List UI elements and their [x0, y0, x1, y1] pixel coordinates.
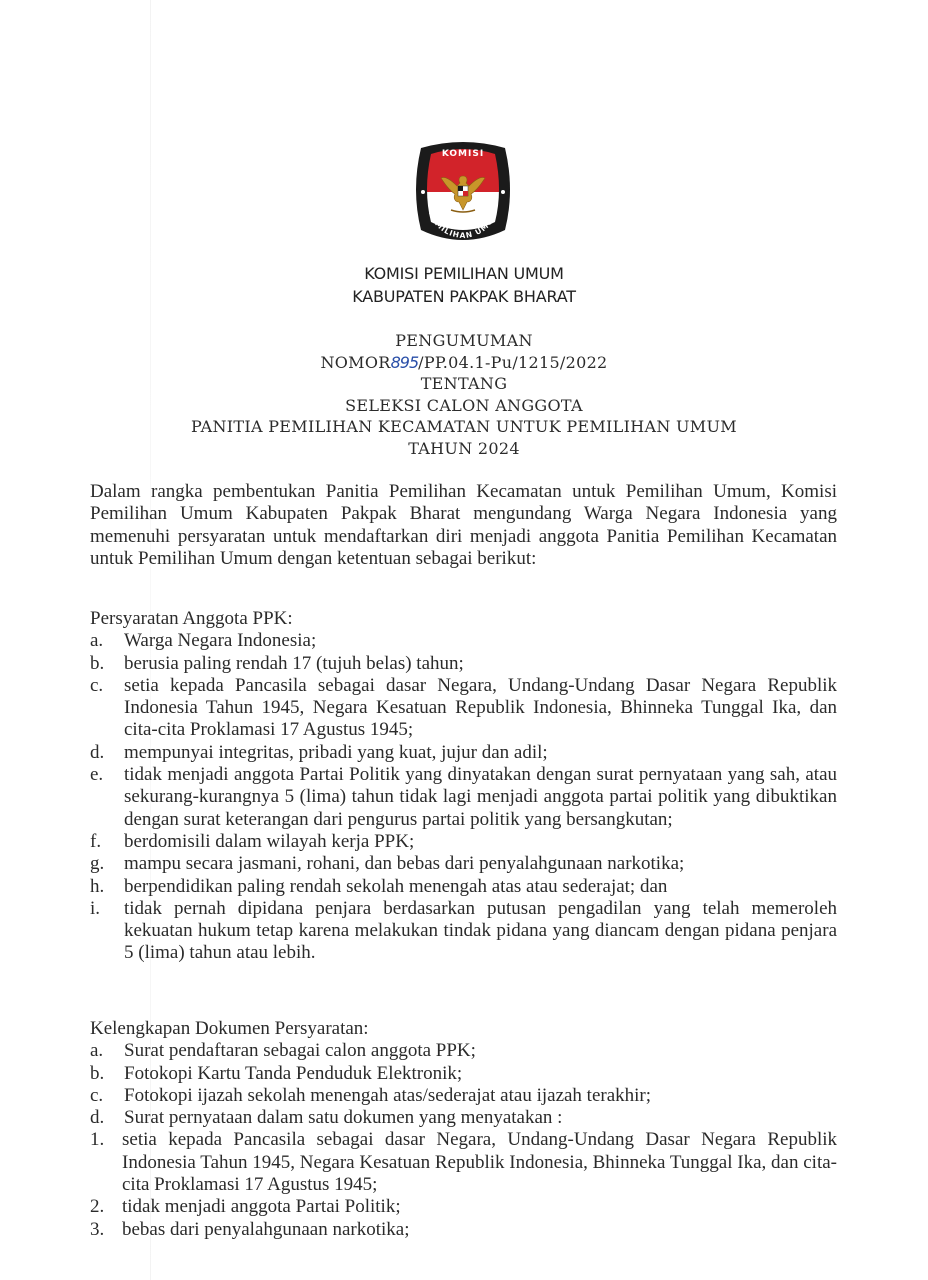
- list-item-text: Warga Negara Indonesia;: [124, 630, 317, 652]
- list-item-text: tidak menjadi anggota Partai Politik yang dinyatakan dengan surat pernyataan yang sah, atau sekurang-kurangnya 5 (lima) tahun tidak lagi menjadi anggota partai politik yang dibuktikan dengan surat keterangan dari pengurus partai politik yang bersangkutan;: [124, 764, 837, 830]
- list-marker: h.: [90, 875, 105, 897]
- list-item-text: Fotokopi Kartu Tanda Penduduk Elektronik;: [124, 1062, 463, 1084]
- list-marker: a.: [90, 1040, 104, 1062]
- requirements-section: [90, 608, 837, 965]
- intro-paragraph: Dalam rangka pembentukan Panitia Pemilihan Kecamatan untuk Pemilihan Umum, Komisi Pemilihan Umum Kabupaten Pakpak Bharat mengundang Warga Negara Indonesia yang memenuhi persyaratan untuk mendaftarkan diri menjadi anggota Panitia Pemilihan Kecamatan untuk Pemilihan Umum dengan ketentuan sebagai berikut:: [90, 481, 837, 569]
- kpu-logo: [413, 140, 513, 244]
- list-marker: 2.: [90, 1196, 105, 1218]
- list-item-text: tidak pernah dipidana penjara berdasarkan putusan pengadilan yang telah memeroleh kekuatan hukum tetap karena melakukan tindak pidana yang diancam dengan pidana penjara 5 (lima) tahun atau lebih.: [124, 897, 837, 964]
- list-item: [90, 1107, 837, 1241]
- list-item: [90, 675, 837, 742]
- list-marker: d.: [90, 741, 105, 763]
- list-item: [90, 898, 837, 965]
- list-marker: b.: [90, 1062, 105, 1084]
- list-item: [90, 1063, 837, 1085]
- documents-section: [90, 1018, 837, 1241]
- list-marker: 3.: [90, 1218, 105, 1240]
- list-marker: c.: [90, 1084, 104, 1106]
- nomor-suffix: /PP.04.1-Pu/1215/2022: [418, 352, 608, 372]
- list-item-text: berdomisili dalam wilayah kerja PPK;: [124, 830, 415, 852]
- tentang-label: TENTANG: [420, 374, 508, 393]
- sub-list-item: [90, 1129, 837, 1196]
- list-item: [90, 742, 837, 764]
- institution-region: KABUPATEN PAKPAK BHARAT: [352, 287, 576, 306]
- sub-list-item: [90, 1196, 837, 1218]
- requirements-list: [90, 630, 837, 964]
- list-item-text: Surat pernyataan dalam satu dokumen yang menyatakan :: [124, 1107, 563, 1129]
- list-item-text: setia kepada Pancasila sebagai dasar Negara, Undang-Undang Dasar Negara Republik Indonesia Tahun 1945, Negara Kesatuan Republik Indonesia, Bhinneka Tunggal Ika, dan cita-cita Proklamasi 17 Agustus 1945;: [124, 674, 837, 741]
- announcement-title-block: [0, 330, 928, 459]
- list-item-text: berusia paling rendah 17 (tujuh belas) tahun;: [124, 652, 464, 674]
- list-marker: a.: [90, 630, 104, 652]
- announcement-heading: PENGUMUMAN: [395, 331, 533, 350]
- subject-line-1: SELEKSI CALON ANGGOTA: [345, 395, 583, 415]
- list-item-text: mampu secara jasmani, rohani, dan bebas dari penyalahgunaan narkotika;: [124, 853, 685, 875]
- nomor-prefix: NOMOR: [320, 352, 391, 372]
- list-item: [90, 653, 837, 675]
- subject-line-2: PANITIA PEMILIHAN KECAMATAN UNTUK PEMILIHAN UMUM: [191, 417, 737, 436]
- list-item: [90, 1085, 837, 1107]
- list-marker: c.: [90, 674, 104, 696]
- list-item: [90, 853, 837, 875]
- list-item: [90, 764, 837, 831]
- list-marker: e.: [90, 764, 104, 786]
- list-item-text: Surat pendaftaran sebagai calon anggota PPK;: [124, 1040, 476, 1062]
- statement-sublist: [90, 1129, 837, 1240]
- list-item: [90, 831, 837, 853]
- documents-heading: Kelengkapan Dokumen Persyaratan:: [90, 1018, 369, 1039]
- list-item-text: bebas dari penyalahgunaan narkotika;: [122, 1218, 410, 1240]
- kpu-emblem-icon: [413, 140, 513, 244]
- subject-year: TAHUN 2024: [408, 438, 520, 458]
- list-item: [90, 876, 837, 898]
- list-item-text: mempunyai integritas, pribadi yang kuat, jujur dan adil;: [124, 741, 548, 763]
- nomor-handwritten: 895: [390, 352, 419, 372]
- list-marker: b.: [90, 652, 105, 674]
- institution-name: KOMISI PEMILIHAN UMUM: [364, 264, 564, 283]
- logo-top-text: KOMISI: [441, 149, 485, 159]
- list-item-text: Fotokopi ijazah sekolah menengah atas/sederajat atau ijazah terakhir;: [124, 1084, 652, 1106]
- announcement-number: [0, 352, 928, 374]
- list-item-text: berpendidikan paling rendah sekolah menengah atas atau sederajat; dan: [124, 875, 668, 897]
- list-item: [90, 1040, 837, 1062]
- list-marker: 1.: [90, 1129, 105, 1151]
- list-item: [90, 630, 837, 652]
- list-marker: d.: [90, 1107, 105, 1129]
- list-marker: f.: [90, 830, 102, 852]
- list-marker: g.: [90, 853, 105, 875]
- documents-list: [90, 1040, 837, 1241]
- list-item-text: setia kepada Pancasila sebagai dasar Negara, Undang-Undang Dasar Negara Republik Indonesia Tahun 1945, Negara Kesatuan Republik Indonesia, Bhinneka Tunggal Ika, dan cita-cita Proklamasi 17 Agustus 1945;: [122, 1129, 837, 1196]
- list-item-text: tidak menjadi anggota Partai Politik;: [122, 1196, 401, 1218]
- sub-list-item: [90, 1219, 837, 1241]
- list-marker: i.: [90, 897, 101, 919]
- logo-bottom-text: PEMILIHAN UMUM: [426, 209, 500, 241]
- requirements-heading: Persyaratan Anggota PPK:: [90, 608, 293, 629]
